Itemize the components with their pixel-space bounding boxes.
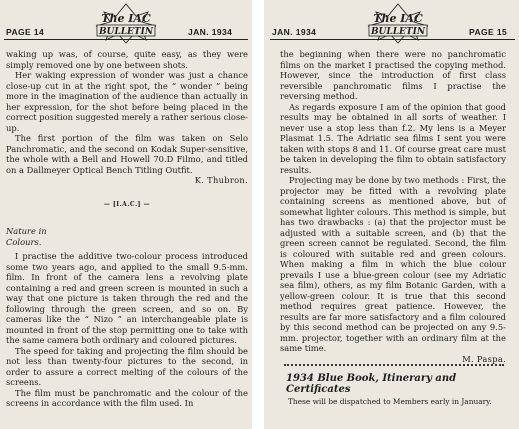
svg-text:BULLETIN: BULLETIN <box>370 27 426 37</box>
left-page <box>0 0 252 429</box>
left-page-header <box>0 0 252 44</box>
paragraph: Her waking expression of wonder was just a chance close-up cut in at the right spot, the “ wonder ” being more in the imagination of the audience than actually in her expression, for the shot before being placed in the correct position suggested merely a rather serious close-up. <box>6 70 248 133</box>
section-title-line: Nature in <box>6 226 47 236</box>
blue-book-notice <box>284 364 504 406</box>
svg-text:The IAC: The IAC <box>101 12 151 25</box>
bulletin-logo <box>358 2 438 44</box>
svg-text:BULLETIN: BULLETIN <box>98 27 154 37</box>
page-number: PAGE 14 <box>6 27 45 37</box>
svg-text:The IAC: The IAC <box>373 12 423 25</box>
page-gutter <box>252 0 264 429</box>
notice-subtitle: These will be dispatched to Members early in January. <box>288 397 492 406</box>
section-title <box>6 226 248 247</box>
author-signature: M. Paspa. <box>462 353 506 364</box>
paragraph: I practise the additive two-colour process introduced some two years ago, and applied to the small 9.5-mm. film. In front of the camera lens a revolving plate containing a red and green screen is mounted in such a way that one picture is taken through the red and the following through the green screen, and so on. By cameras like the “ Nizo ” an interchangeable plate is mounted in front of the stop permitting one to take with the same camera both ordinary and coloured pictures. <box>6 251 248 345</box>
section-separator: — [I.A.C.] — <box>103 200 151 208</box>
header-rule <box>270 39 515 40</box>
left-article-column <box>6 49 248 409</box>
issue-date: JAN. 1934 <box>272 27 317 37</box>
paragraph: the beginning when there were no panchromatic films on the market I practised the copying method. However, since the introduction of first class reversible panchromatic films I practise the reversing method. <box>280 49 506 101</box>
page-number: PAGE 15 <box>469 27 508 37</box>
right-page-header <box>264 0 519 44</box>
bulletin-logo <box>86 2 166 44</box>
notice-title: 1934 Blue Book, Itinerary and Certificates <box>286 373 457 395</box>
section-title-line: Colours. <box>6 236 42 247</box>
paragraph: waking up was, of course, quite easy, as they were simply removed one by one between shots. <box>6 49 248 70</box>
notice-rule <box>284 364 504 366</box>
issue-date: JAN. 1934 <box>188 27 233 37</box>
author-signature: K. Thubron. <box>194 175 248 185</box>
paragraph: As regards exposure I am of the opinion that good results may be obtained in all sorts of weather. I never use a stop less than f.2. My lens is a Meyer Plasmat 1.5. The Adriatic sea films I sent you were taken with stops 8 and 11. Of course great care must be taken in developing the film to obtain satisfactory results. <box>280 101 506 175</box>
header-rule <box>4 39 248 40</box>
paragraph: The speed for taking and projecting the film should be not less than twenty-four pictures to the second, in order to assure a correct melting of the colours of the screens. <box>6 345 248 387</box>
right-article-column <box>280 49 506 364</box>
paragraph: The film must be panchromatic and the colour of the screens in accordance with the film used. In <box>6 387 248 408</box>
paragraph: Projecting may be done by two methods : First, the projector may be fitted with a revolving plate containing screens as mentioned above, but of somewhat lighter colours. This method is simple, but has two drawbacks : (a) that the projector must be adjusted with a suitable screen, and (b) that the green screen cannot be regulated. Second, the film is coloured with suitable red and green colours. When making a film in which the blue colour prevails I use a blue-green colour (see my Adriatic sea film), others, as my film Botanic Garden, with a yellow-green colour. It is true that this second method requires great patience. However, the results are far more satisfactory and a film coloured by this second method can be projected on any 9.5-mm. projector, together with an ordinary film at the same time. <box>280 175 506 353</box>
paragraph: The first portion of the film was taken on Selo Panchromatic, and the second on Kodak Super-sensitive, the whole with a Bell and Howell 70.D Filmo, and titled on a Dallmeyer Optical Bench Titling Outfit. <box>6 133 248 175</box>
right-page <box>264 0 519 429</box>
